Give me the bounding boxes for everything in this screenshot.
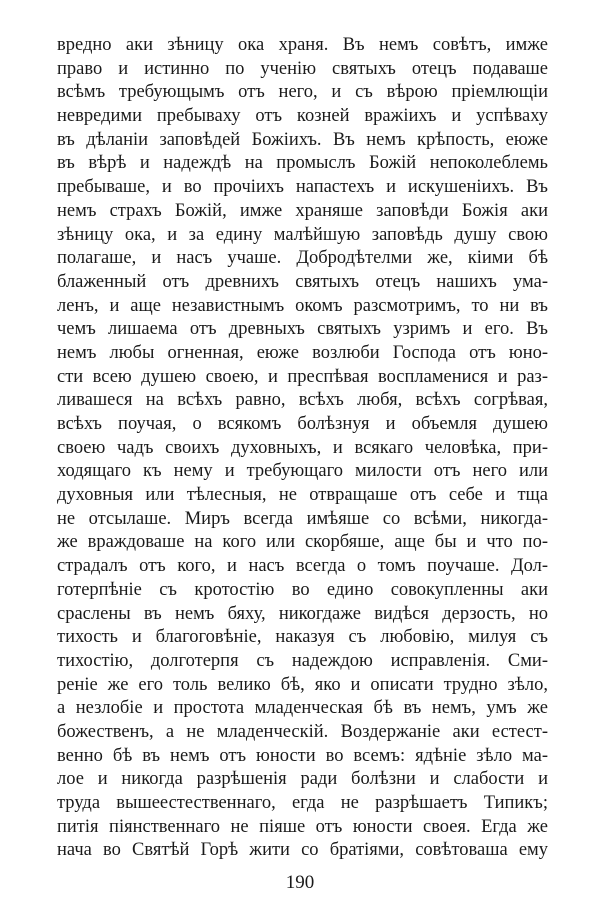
text-line: всѣмъ требующымъ отъ него, и съ вѣрою пріемлющіи: [57, 82, 548, 103]
page-number: 190: [285, 872, 315, 893]
text-line: зѣницу ока, и за едину малѣйшую заповѣдь душу свою: [57, 224, 548, 245]
text-line: ливашеся на всѣхъ равно, всѣхъ любя, всѣхъ согрѣвая,: [57, 390, 548, 411]
body-text: [57, 34, 548, 863]
text-line: въ вѣрѣ и надеждѣ на промыслъ Божій непоколеблемь: [57, 153, 548, 174]
text-line: своею чадъ своихъ духовныхъ, и всякаго человѣка, при-: [57, 437, 548, 458]
text-line: труда вышеестественнаго, егда не разрѣшаетъ Типикъ;: [57, 793, 548, 813]
text-line: тихость и благоговѣніе, наказуя съ любовію, милуя съ: [57, 627, 548, 648]
text-line: право и истинно по ученію святыхъ отецъ подаваше: [57, 58, 548, 79]
text-line: божественъ, а не младенческій. Воздержаніе аки естест-: [57, 721, 548, 742]
text-line: нача во Святѣй Горѣ жити со братіями, совѣтоваша ему: [57, 840, 548, 861]
text-line: питія піянственнаго не піяше отъ юности своея. Егда же: [57, 816, 548, 837]
text-line: немъ страхъ Божій, имже храняше заповѣди Божія аки: [57, 200, 548, 221]
text-line: пребываше, и во прочіихъ напастехъ и искушеніихъ. Въ: [57, 177, 548, 198]
text-line: не отсылаше. Миръ всегда имѣяше со всѣми, никогда-: [57, 508, 548, 529]
text-line: духовныя или тѣлесныя, не отвращаше отъ себе и тща: [57, 485, 548, 506]
text-line: блаженный отъ древнихъ святыхъ отецъ нашихъ ума-: [57, 271, 548, 292]
text-line: лое и никогда разрѣшенія ради болѣзни и слабости и: [57, 769, 548, 790]
text-line: чемъ лишаема отъ древныхъ святыхъ узримъ и его. Въ: [57, 319, 548, 340]
text-line: венно бѣ въ немъ отъ юности во всемъ: ядѣніе зѣло ма-: [57, 745, 548, 766]
text-line: сти всею душею своею, и преспѣвая воспламенися и раз-: [57, 366, 548, 387]
text-line: невредими пребываху отъ козней вражіихъ и успѣваху: [57, 106, 548, 127]
text-line: тихостію, долготерпя съ надеждою исправленія. Сми-: [57, 650, 548, 671]
text-line: реніе же его толь велико бѣ, яко и описати трудно зѣло,: [57, 674, 548, 695]
text-line: всѣхъ поучая, о всякомъ болѣзнуя и объемля душею: [57, 414, 548, 434]
text-line: вредно аки зѣницу ока храня. Въ немъ совѣтъ, имже: [57, 35, 548, 55]
text-line: немъ любы огненная, еюже возлюби Господа отъ юно-: [57, 342, 548, 363]
text-line: же враждоваше на кого или скорбяше, аще бы и что по-: [57, 532, 548, 553]
text-line: а незлобіе и простота младенческая бѣ въ немъ, умъ же: [57, 698, 548, 719]
text-line: ленъ, и аще независтнымъ окомъ разсмотримъ, то ни въ: [57, 295, 548, 316]
text-line: полагаше, и насъ учаше. Добродѣтелми же, кіими бѣ: [57, 248, 548, 269]
text-line: въ дѣланіи заповѣдей Божіихъ. Въ немъ крѣпость, еюже: [57, 129, 548, 150]
text-line: сраслены въ немъ бяху, никогдаже видѣся дерзость, но: [57, 603, 548, 624]
text-line: ходящаго къ нему и требующаго милости отъ него или: [57, 461, 548, 482]
text-line: страдалъ отъ кого, и насъ всегда о томъ поучаше. Дол-: [57, 556, 548, 577]
text-line: готерпѣніе съ кротостію во едино совокупленны аки: [57, 579, 548, 600]
